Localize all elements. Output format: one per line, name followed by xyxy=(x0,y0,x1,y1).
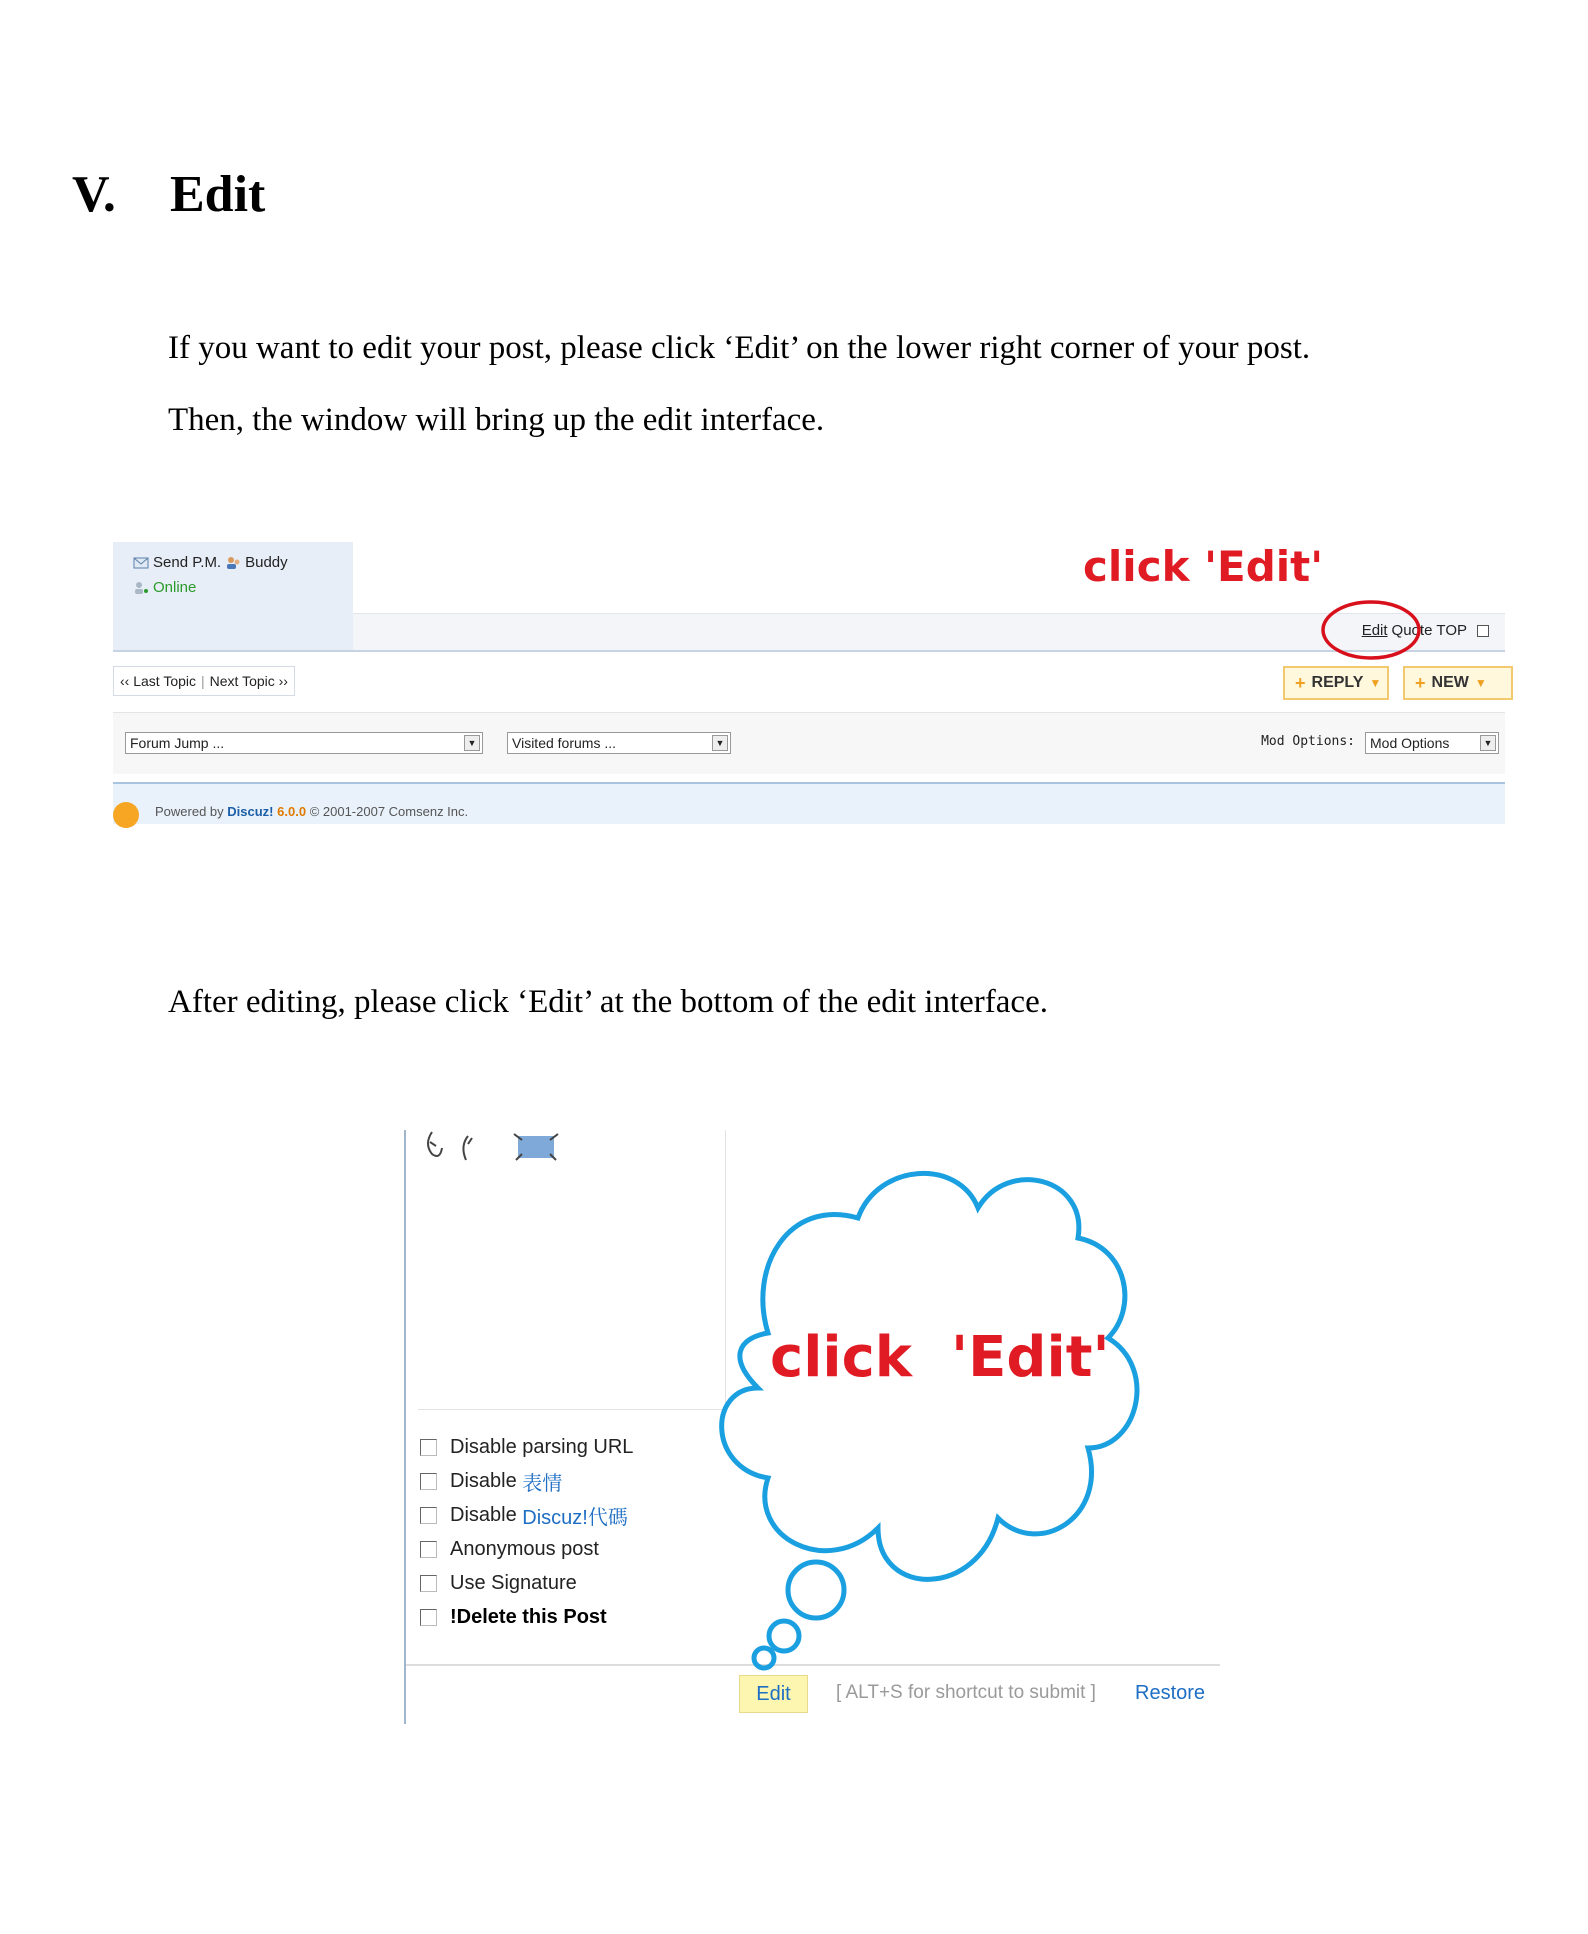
thought-cloud xyxy=(708,1158,1178,1670)
online-status-text: Online xyxy=(153,579,197,596)
user-online-icon xyxy=(133,581,149,595)
intro-paragraph-line1: If you want to edit your post, please click ‘Edit’ on the lower right corner of your post. xyxy=(168,330,1311,366)
mod-options-select[interactable] xyxy=(1365,732,1499,754)
thought-cloud-outline xyxy=(722,1173,1137,1668)
panel-border xyxy=(404,1130,406,1724)
new-label: NEW xyxy=(1431,674,1469,691)
post-footer-screenshot xyxy=(113,542,1505,819)
edit-submit-button[interactable]: Edit xyxy=(739,1675,808,1713)
option-delete-post[interactable] xyxy=(420,1600,633,1634)
click-edit-callout: click 'Edit' xyxy=(1083,542,1324,591)
disable-smilies-checkbox[interactable] xyxy=(420,1473,437,1490)
option-label: Disable xyxy=(450,1503,523,1526)
restore-link[interactable]: Restore xyxy=(1135,1682,1206,1704)
new-button[interactable] xyxy=(1403,666,1513,700)
option-disable-discuz-code[interactable] xyxy=(420,1498,633,1532)
buddy-icon xyxy=(225,556,241,570)
version-text: 6.0.0 xyxy=(277,804,307,819)
anonymous-checkbox[interactable] xyxy=(420,1541,437,1558)
option-label: Use Signature xyxy=(450,1571,577,1594)
last-topic-link[interactable]: ‹‹ Last Topic xyxy=(120,673,196,689)
smilies-panel xyxy=(418,1130,726,1410)
after-edit-paragraph: After editing, please click ‘Edit’ at the bottom of the edit interface. xyxy=(168,984,1048,1020)
quote-link[interactable]: Quote xyxy=(1391,622,1433,639)
signature-checkbox[interactable] xyxy=(420,1575,437,1592)
discuz-logo-icon xyxy=(113,802,139,828)
disable-discuz-code-checkbox[interactable] xyxy=(420,1507,437,1524)
reply-button[interactable] xyxy=(1283,666,1389,700)
section-number: V. xyxy=(72,166,116,223)
copyright-text: © 2001-2007 Comsenz Inc. xyxy=(309,804,469,819)
plus-icon: + xyxy=(1295,672,1306,693)
shortcut-hint: [ ALT+S for shortcut to submit ] xyxy=(836,1682,1096,1703)
option-disable-url[interactable] xyxy=(420,1430,633,1464)
top-link[interactable]: TOP xyxy=(1436,622,1467,639)
buddy-link[interactable]: Buddy xyxy=(245,554,288,571)
smiley-icons xyxy=(418,1130,568,1174)
visited-forums-select[interactable] xyxy=(507,732,731,754)
topic-nav-separator: | xyxy=(201,673,205,689)
post-options-list xyxy=(420,1430,633,1634)
forum-jump-select[interactable] xyxy=(125,732,483,754)
option-label: Disable xyxy=(450,1469,523,1492)
powered-by-text xyxy=(155,804,468,819)
chevron-down-icon: ▼ xyxy=(1369,676,1382,690)
user-actions xyxy=(133,554,288,571)
disable-url-checkbox[interactable] xyxy=(420,1439,437,1456)
powered-label: Powered by xyxy=(155,804,224,819)
chevron-down-icon: ▼ xyxy=(1474,676,1487,690)
plus-icon: + xyxy=(1415,672,1426,693)
online-status xyxy=(133,579,196,596)
mod-options-label: Mod Options: xyxy=(1261,734,1355,749)
reply-label: REPLY xyxy=(1311,674,1364,691)
brand-link[interactable]: Discuz! xyxy=(227,804,274,819)
option-label: Disable parsing URL xyxy=(450,1435,634,1458)
delete-post-checkbox[interactable] xyxy=(420,1609,437,1626)
select-post-checkbox[interactable] xyxy=(1477,625,1489,637)
option-anonymous[interactable] xyxy=(420,1532,633,1566)
dropdown-arrow-icon: ▼ xyxy=(712,735,728,751)
section-title: Edit xyxy=(170,166,266,223)
dropdown-arrow-icon: ▼ xyxy=(1480,735,1496,751)
highlight-circle xyxy=(1318,598,1424,662)
user-info-box xyxy=(113,542,353,650)
mod-options-value: Mod Options xyxy=(1370,735,1450,751)
edit-link[interactable]: Edit xyxy=(1361,622,1388,639)
powered-by-footer xyxy=(113,784,1505,824)
message-icon xyxy=(133,556,149,570)
option-label: !Delete this Post xyxy=(450,1605,607,1628)
dropdown-arrow-icon: ▼ xyxy=(464,735,480,751)
send-pm-link[interactable]: Send P.M. xyxy=(153,554,222,571)
option-disable-smilies[interactable] xyxy=(420,1464,633,1498)
option-label-accent: 表情 xyxy=(522,1472,563,1495)
cloud-callout-text: click 'Edit' xyxy=(770,1325,1110,1390)
visited-forums-value: Visited forums ... xyxy=(512,735,617,751)
option-label-accent: Discuz!代碼 xyxy=(522,1506,628,1529)
forum-jump-value: Forum Jump ... xyxy=(130,735,225,751)
option-label: Anonymous post xyxy=(450,1537,599,1560)
section-heading xyxy=(72,165,265,224)
intro-paragraph-line2: Then, the window will bring up the edit interface. xyxy=(168,402,825,438)
post-divider xyxy=(113,650,1505,652)
option-signature[interactable] xyxy=(420,1566,633,1600)
topic-navigation xyxy=(113,666,295,696)
next-topic-link[interactable]: Next Topic ›› xyxy=(209,673,288,689)
